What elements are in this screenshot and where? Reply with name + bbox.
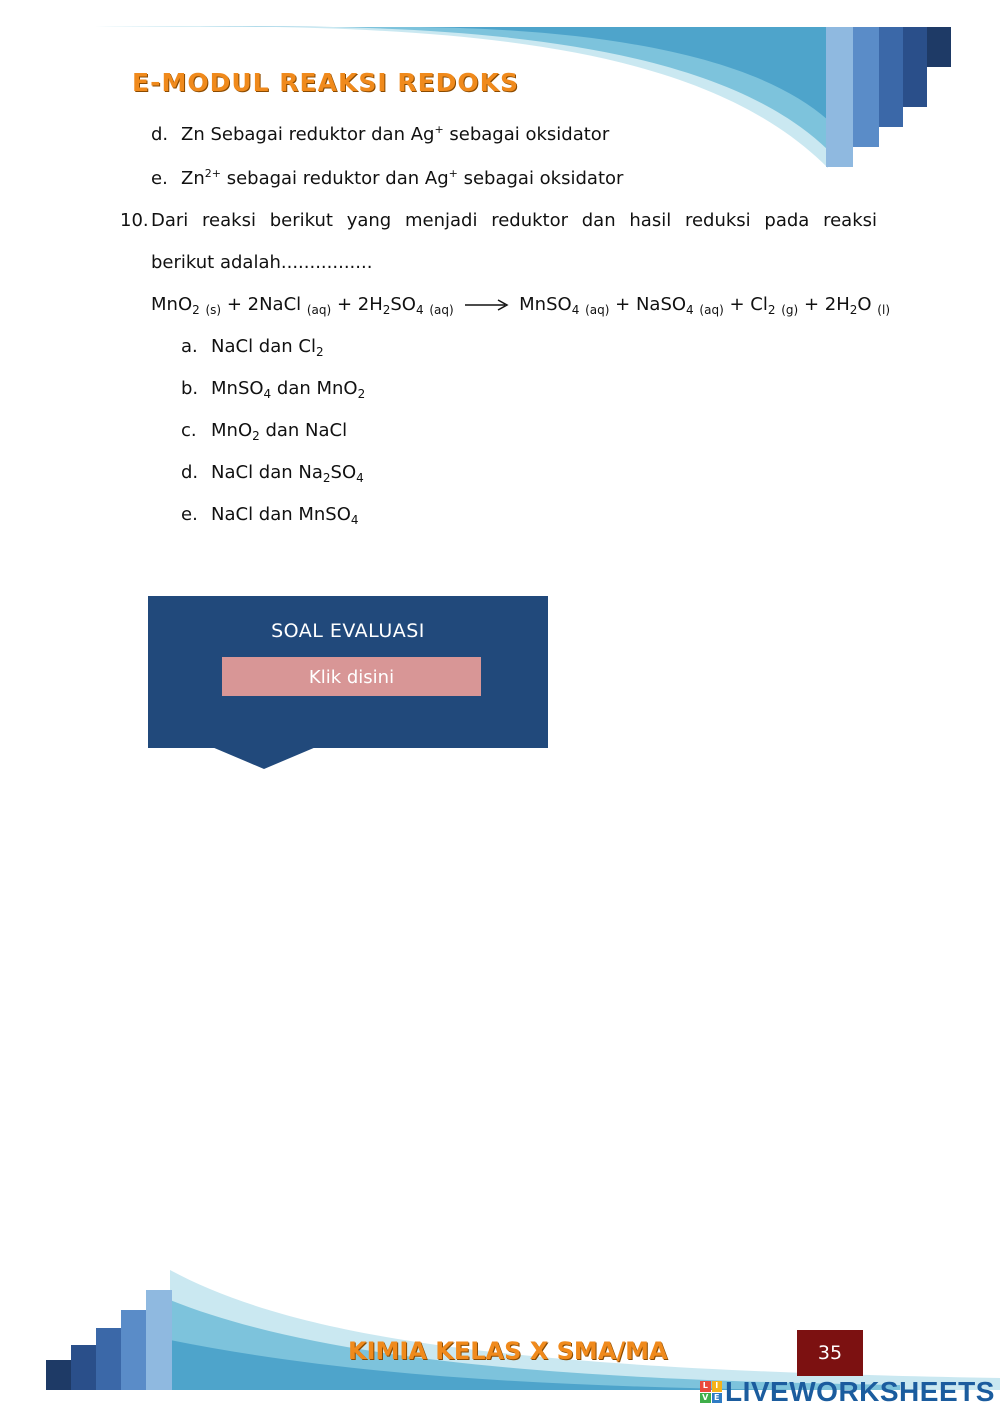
- subscript: 2: [252, 429, 260, 443]
- subscript: 4: [415, 303, 424, 317]
- answer-option-c[interactable]: [181, 420, 347, 442]
- icon-letter: V: [700, 1393, 711, 1404]
- page-number: 35: [797, 1330, 863, 1376]
- option-label: e.: [151, 168, 168, 189]
- state-label: (l): [877, 303, 890, 317]
- question-text-line2: berikut adalah................: [151, 252, 373, 273]
- eq-term: O: [857, 294, 872, 315]
- option-text: NaCl dan MnSO: [211, 504, 351, 525]
- option-label: c.: [181, 420, 197, 441]
- option-text: NaCl dan Na: [211, 462, 323, 483]
- option-text: sebagai oksidator: [443, 124, 610, 145]
- subscript: 2: [192, 303, 200, 317]
- answer-option-d[interactable]: [181, 462, 364, 484]
- superscript: +: [434, 123, 444, 136]
- prev-option-e: [151, 168, 623, 190]
- liveworksheets-logo[interactable]: [700, 1377, 995, 1407]
- footer-title: KIMIA KELAS X SMA/MA: [348, 1337, 668, 1365]
- question-text-line1: Dari reaksi berikut yang menjadi reduktor dan hasil reduksi pada reaksi: [151, 210, 877, 231]
- icon-letter: E: [712, 1393, 723, 1404]
- superscript: 2+: [204, 167, 221, 180]
- state-label: (aq): [585, 303, 610, 317]
- eq-term: + Cl: [723, 294, 768, 315]
- evaluation-panel-tail: [212, 747, 316, 769]
- question-number: 10.: [120, 210, 149, 231]
- superscript: +: [448, 167, 458, 180]
- subscript: 4: [263, 387, 272, 401]
- option-text: MnO: [211, 420, 253, 441]
- eq-term: + 2H: [798, 294, 850, 315]
- option-label: b.: [181, 378, 199, 399]
- option-text: SO: [330, 462, 357, 483]
- eq-term: MnO: [151, 294, 193, 315]
- option-text: MnSO: [211, 378, 264, 399]
- state-label: (g): [781, 303, 799, 317]
- option-text: sebagai oksidator: [457, 168, 624, 189]
- subscript: 2: [767, 303, 776, 317]
- eq-term: SO: [390, 294, 416, 315]
- state-label: (aq): [699, 303, 724, 317]
- option-label: d.: [151, 124, 169, 145]
- subscript: 2: [357, 387, 366, 401]
- subscript: 4: [686, 303, 694, 317]
- state-label: (aq): [429, 303, 454, 317]
- option-label: a.: [181, 336, 198, 357]
- subscript: 2: [322, 471, 331, 485]
- option-text: sebagai reduktor dan Ag: [220, 168, 449, 189]
- state-label: (s): [205, 303, 222, 317]
- subscript: 4: [571, 303, 580, 317]
- option-text: dan NaCl: [259, 420, 348, 441]
- answer-option-e[interactable]: [181, 504, 359, 526]
- icon-letter: I: [712, 1381, 723, 1392]
- eq-term: MnSO: [519, 294, 572, 315]
- icon-letter: L: [700, 1381, 711, 1392]
- option-label: d.: [181, 462, 199, 483]
- option-text: Zn: [181, 168, 205, 189]
- option-text: dan MnO: [271, 378, 358, 399]
- eq-term: + 2H: [331, 294, 383, 315]
- subscript: 4: [350, 513, 359, 527]
- option-text: NaCl dan Cl: [211, 336, 316, 357]
- option-label: e.: [181, 504, 198, 525]
- reaction-equation: [151, 294, 890, 321]
- liveworksheets-wordmark: LIVEWORKSHEETS: [725, 1376, 995, 1407]
- liveworksheets-icon: [700, 1381, 722, 1403]
- reaction-arrow-icon: [465, 298, 509, 312]
- subscript: 4: [356, 471, 364, 485]
- subscript: 2: [315, 345, 324, 359]
- module-title: E-MODUL REAKSI REDOKS: [132, 68, 520, 97]
- answer-option-b[interactable]: [181, 378, 365, 400]
- evaluation-link-button[interactable]: Klik disini: [222, 657, 481, 696]
- state-label: (aq): [306, 303, 332, 317]
- evaluation-title: SOAL EVALUASI: [271, 620, 425, 642]
- subscript: 2: [849, 303, 858, 317]
- prev-option-d: [151, 124, 609, 146]
- eq-term: + NaSO: [609, 294, 687, 315]
- subscript: 2: [382, 303, 391, 317]
- option-text: Zn Sebagai reduktor dan Ag: [181, 124, 435, 145]
- eq-term: + 2NaCl: [221, 294, 307, 315]
- answer-option-a[interactable]: [181, 336, 324, 358]
